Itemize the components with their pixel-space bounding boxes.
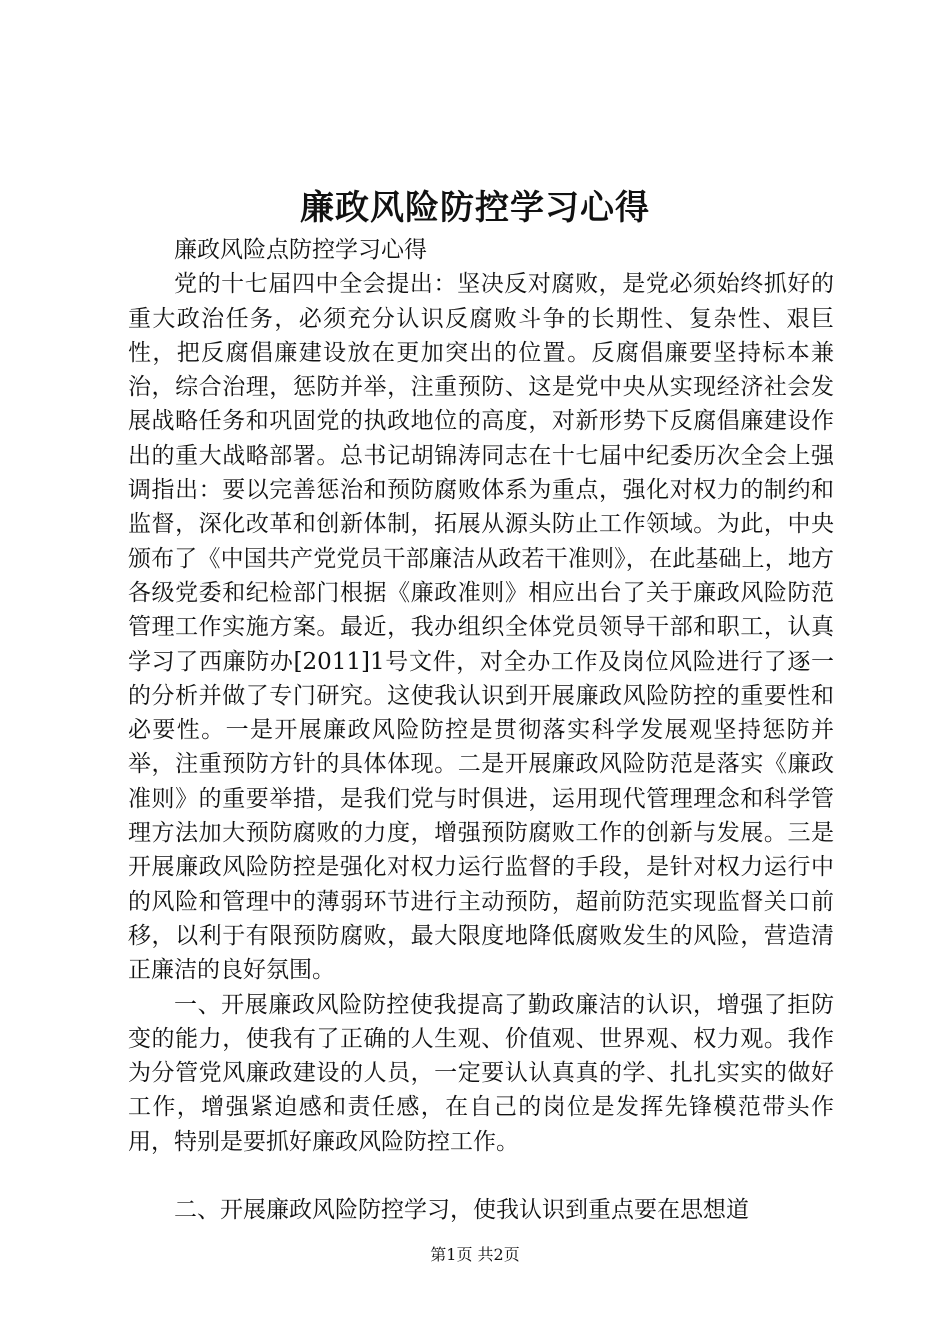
body-paragraph-2: 一、开展廉政风险防控使我提高了勤政廉洁的认识，增强了拒防变的能力，使我有了正确的人生观、价值观、世界观、权力观。我作为分管党风廉政建设的人员，一定要认认真真的学、扎扎实实的做好工作，增强紧迫感和责任感，在自己的岗位是发挥先锋模范带头作用，特别是要抓好廉政风险防控工作。 [128, 991, 834, 1155]
subtitle-paragraph: 廉政风险点防控学习心得 [174, 237, 427, 263]
body-paragraph-3: 二、开展廉政风险防控学习，使我认识到重点要在思想道 [174, 1197, 749, 1224]
document-body [128, 233, 834, 1227]
body-paragraph-1: 党的十七届四中全会提出：坚决反对腐败，是党必须始终抓好的重大政治任务，必须充分认识反腐败斗争的长期性、复杂性、艰巨性，把反腐倡廉建设放在更加突出的位置。反腐倡廉要坚持标本兼治，综合治理，惩防并举，注重预防、这是党中央从实现经济社会发展战略任务和巩固党的执政地位的高度，对新形势下反腐倡廉建设作出的重大战略部署。总书记胡锦涛同志在十七届中纪委历次全会上强调指出：要以完善惩治和预防腐败体系为重点，强化对权力的制约和监督，深化改革和创新体制，拓展从源头防止工作领域。为此，中央颁布了《中国共产党党员干部廉洁从政若干准则》，在此基础上，地方各级党委和纪检部门根据《廉政准则》相应出台了关于廉政风险防范管理工作实施方案。最近，我办组织全体党员领导干部和职工，认真学习了西廉防办[2011]1号文件，对全办工作及岗位风险进行了逐一的分析并做了专门研究。这使我认识到开展廉政风险防控的重要性和必要性。一是开展廉政风险防控是贯彻落实科学发展观坚持惩防并举，注重预防方针的具体体现。二是开展廉政风险防范是落实《廉政准则》的重要举措，是我们党与时俱进，运用现代管理理念和科学管理方法加大预防腐败的力度，增强预防腐败工作的创新与发展。三是开展廉政风险防控是强化对权力运行监督的手段，是针对权力运行中的风险和管理中的薄弱环节进行主动预防，超前防范实现监督关口前移，以利于有限预防腐败，最大限度地降低腐败发生的风险，营造清正廉洁的良好氛围。 [128, 271, 834, 984]
document-title: 廉政风险防控学习心得 [300, 188, 650, 228]
page-number-footer: 第1页 共2页 [430, 1245, 520, 1264]
